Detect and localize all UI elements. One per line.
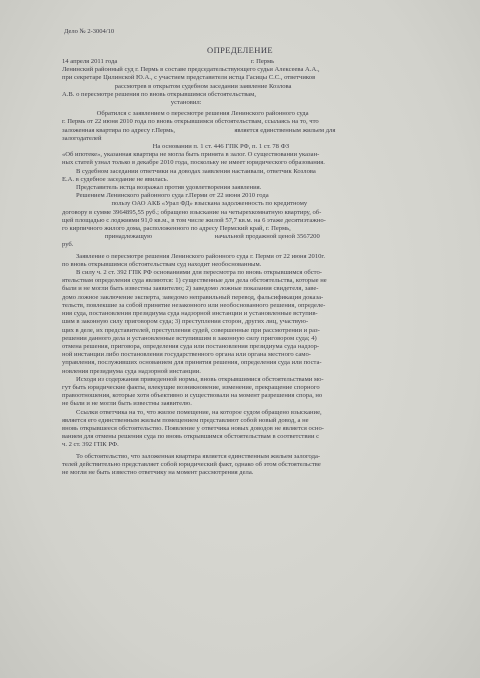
text-line: ных статей узнал только в декабре 2010 года, поскольку не имеет юридического образования.	[62, 159, 325, 167]
text-line: То обстоятельство, что заложенная квартира является единственным жильем залогода-	[76, 452, 321, 460]
text-line: пользу ОАО АКБ «Урал ФД» взыскана задолженность по кредитному	[62, 200, 308, 208]
text-line: руб.	[62, 241, 74, 249]
text-line: по вновь открывшимся обстоятельствам суд находит необоснованным.	[62, 260, 262, 268]
text-line: ной инстанции либо постановления государственного органа или органа местного само-	[62, 351, 311, 359]
text-line: были и не могли быть известны заявителю; 2) заведомо ложные показания свидетеля, заве-	[62, 285, 319, 293]
text-line: щей площадью с лоджиями 91,0 кв.м., в том числе жилой 57,7 кв.м. на 6 этаже десятиэтажно-	[62, 216, 326, 224]
text-line: отмена решения, приговора, определения суда или постановления президиума суда надзор-	[62, 342, 320, 350]
text-line: В силу ч. 2 ст. 392 ГПК РФ основаниями для пересмотра по вновь открывшимся обсто-	[76, 269, 322, 277]
document-title: ОПРЕДЕЛЕНИЕ	[207, 45, 273, 55]
text-line: заложенная квартира по адресу г.Пермь, является единственным жильем для	[62, 126, 336, 134]
text-line: ч. 2 ст. 392 ГПК РФ.	[62, 441, 119, 449]
text-line: Представитель истца возражал против удовлетворения заявления.	[76, 184, 262, 192]
text-line: гут быть юридические факты, влекущие возникновение, изменение, прекращение спорного	[62, 383, 320, 391]
text-line: го кирпичного жилого дома, расположенного по адресу Пермский край, г. Пермь,	[62, 225, 291, 233]
text-line: Исходя из содержания приведенной нормы, вновь открывшимися обстоятельствами мо-	[76, 375, 324, 383]
text-line: А.В. о пересмотре решения по вновь открывшимся обстоятельствам,	[62, 90, 256, 98]
text-line: ванием для отмены решения суда по вновь открывшимся обстоятельствам в соответствии с	[62, 433, 320, 441]
text-line: г. Пермь от 22 июня 2010 года по вновь открывшимся обстоятельствам, ссылаясь на то, что	[62, 118, 319, 126]
text-line: щих в деле, их представителей, преступления судей, совершенные при рассмотрении и раз-	[62, 326, 320, 334]
text-line: не могли не быть известно ответчику на момент рассмотрения дела.	[62, 468, 254, 476]
case-number: Дело № 2-3004/10	[64, 28, 115, 35]
text-line: Решением Ленинского районного суда г.Перми от 22 июня 2010 года	[76, 192, 269, 200]
text-line: телей действительно представляет собой юридический факт, однако об этом обстоятельстве	[62, 460, 321, 468]
text-line: не были и не могли быть известны заявителю.	[62, 400, 192, 408]
text-line: Заявление о пересмотре решения Ленинского районного суда г. Перми от 22 июня 2010г.	[76, 252, 326, 260]
text-line: Е.А. в судебное заседание не явилась.	[62, 175, 169, 183]
text-line: вновь открывшееся обстоятельство. Появление у ответчика новых доводов не является осно-	[62, 424, 324, 432]
document-body	[62, 58, 436, 477]
text-line: управления, послуживших основанием для принятия решения, определения суда или поста-	[62, 359, 322, 367]
text-line: «Об ипотеке», указанная квартира не могла быть принята в залог. О существовании указан-	[62, 151, 320, 159]
text-line: правоотношения, которые хотя объективно и существовали на момент разрешения спора, но	[62, 392, 323, 400]
text-line: Обратился с заявлением о пересмотре решения Ленинского районного суда	[62, 110, 309, 118]
text-line: В судебном заседании ответчики на доводах заявления настаивали, ответчик Козлова	[76, 167, 316, 175]
text-line: ятельствам определения суда являются: 1) существенные для дела обстоятельства, которые не	[62, 277, 327, 285]
text-line: домо ложное заключение эксперта, заведомо неправильный перевод, фальсификация доказа-	[62, 293, 324, 301]
text-line: Ленинский районный суд г. Пермь в составе председательствующего судьи Алексеева А.А.,	[62, 66, 320, 74]
text-line: договору в сумме 3964895,55 руб.; обращено взыскание на четырехкомнатную квартиру, об-	[62, 208, 322, 216]
text-line: является его единственным жилым помещением представляют собой новый довод, а не	[62, 416, 309, 424]
text-line: залогодателей	[62, 134, 102, 142]
text-line: На основании п. 1 ст. 446 ГПК РФ, п. 1 ст. 78 ФЗ	[62, 143, 290, 151]
text-line: принадлежащую начальной продажной ценой 3567200	[62, 233, 320, 241]
text-line: при секретаре Цилинской Ю.А., с участием представителя истца Гасицы С.С., ответчиков	[62, 74, 316, 82]
text-line: рассмотрев в открытом судебном заседании заявление Козлова	[62, 82, 292, 90]
text-line: Ссылки ответчика на то, что жилое помещение, на которое судом обращено взыскание,	[76, 408, 322, 416]
text-line: установил:	[62, 99, 202, 107]
text-line: ния суда, постановления президиума суда надзорной инстанции и установленные вступив-	[62, 310, 318, 318]
text-line: тельств, повлекшие за собой принятие незаконного или необоснованного решения, определе-	[62, 301, 326, 309]
text-line: решении данного дела и установленные вступившим в законную силу приговором суда; 4)	[62, 334, 317, 342]
text-line: шим в законную силу приговором суда; 3) преступления сторон, других лиц, участвую-	[62, 318, 309, 326]
text-line: 14 апреля 2011 года г. Пермь	[62, 58, 275, 65]
text-line: новления президиума суда надзорной инстанции.	[62, 367, 201, 375]
